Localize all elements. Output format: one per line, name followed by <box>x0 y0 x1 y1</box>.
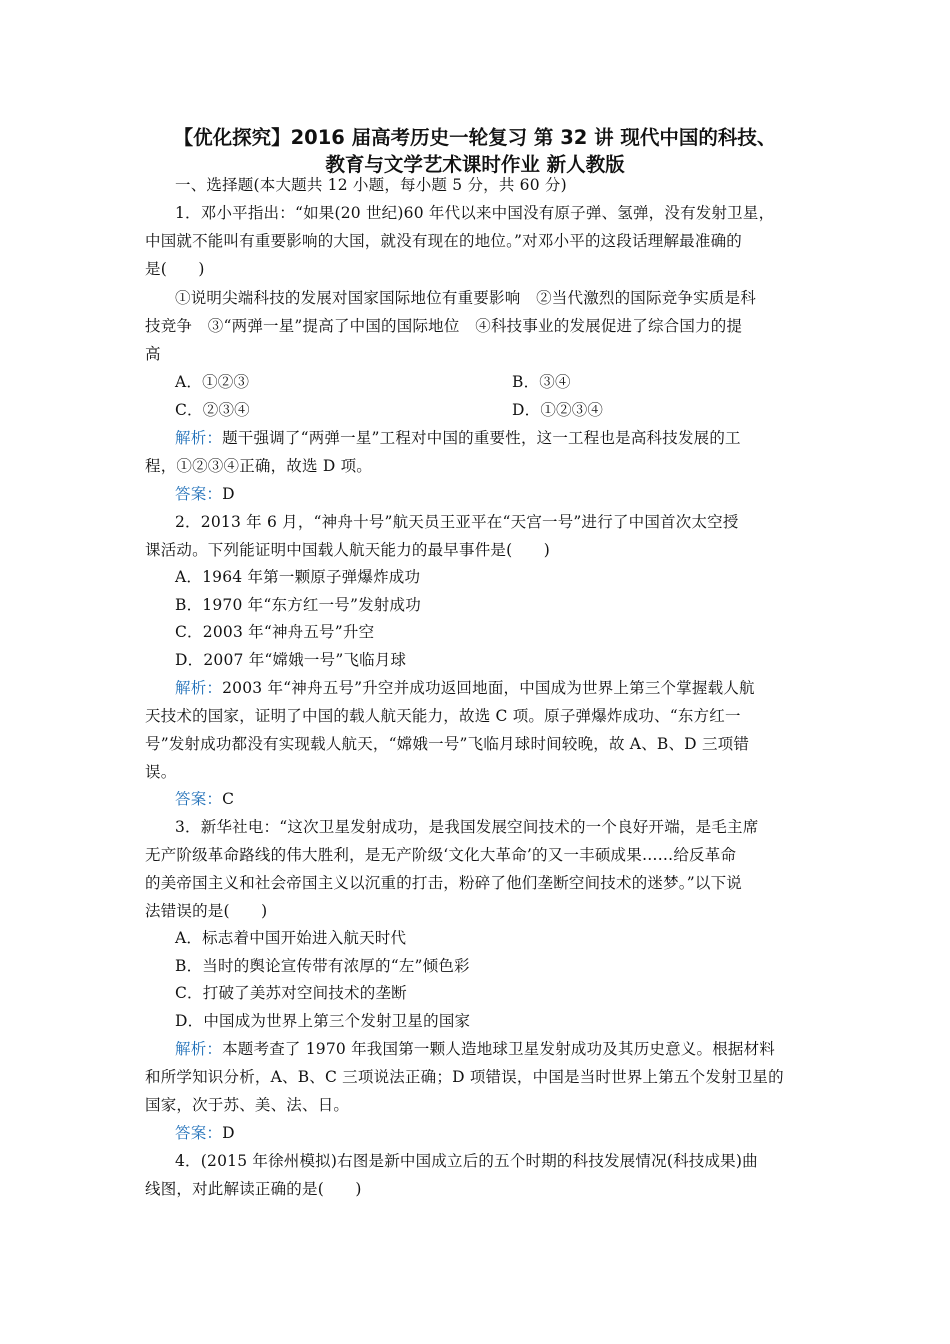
document-title <box>120 124 830 178</box>
q2-option-b: B．1970 年“东方红一号”发射成功 <box>175 596 421 614</box>
q3-analysis-line-2: 和所学知识分析，A、B、C 三项说法正确；D 项错误，中国是当时世界上第五个发射卫星的 <box>145 1068 784 1086</box>
q2-analysis-line-3: 号”发射成功都没有实现载人航天，“嫦娥一号”飞临月球时间较晚，故 A、B、D 三项错 <box>145 735 750 753</box>
answer-value: D <box>222 485 235 503</box>
q3-answer <box>175 1123 235 1143</box>
q1-stem-line-1: 1．邓小平指出：“如果(20 世纪)60 年代以来中国没有原子弹、氢弹，没有发射卫星， <box>175 204 775 222</box>
analysis-label: 解析： <box>175 1040 223 1058</box>
q3-option-d: D．中国成为世界上第三个发射卫星的国家 <box>175 1012 471 1030</box>
q1-option-c: C．②③④ <box>175 401 250 419</box>
q1-option-d: D．①②③④ <box>512 401 604 419</box>
analysis-text: 题干强调了“两弹一星”工程对中国的重要性，这一工程也是高科技发展的工 <box>222 429 741 447</box>
q2-answer <box>175 789 234 809</box>
q3-option-b: B．当时的舆论宣传带有浓厚的“左”倾色彩 <box>175 957 470 975</box>
answer-label: 答案： <box>175 1124 223 1142</box>
analysis-label: 解析： <box>175 679 223 697</box>
q2-analysis-line-4: 误。 <box>145 763 177 781</box>
q3-option-a: A．标志着中国开始进入航天时代 <box>175 929 407 947</box>
q2-stem-line-1: 2．2013 年 6 月，“神舟十号”航天员王亚平在“天宫一号”进行了中国首次太空授 <box>175 513 739 531</box>
q3-stem-line-1: 3．新华社电：“这次卫星发射成功，是我国发展空间技术的一个良好开端，是毛主席 <box>175 818 759 836</box>
analysis-text: 2003 年“神舟五号”升空并成功返回地面，中国成为世界上第三个掌握载人航 <box>222 679 755 697</box>
q3-option-c: C．打破了美苏对空间技术的垄断 <box>175 984 407 1002</box>
q1-items-line-1: ①说明尖端科技的发展对国家国际地位有重要影响 ②当代激烈的国际竞争实质是科 <box>175 289 756 307</box>
q3-analysis-line-3: 国家，次于苏、美、法、日。 <box>145 1096 350 1114</box>
q1-option-b: B．③④ <box>512 373 571 391</box>
section-heading: 一、选择题(本大题共 12 小题，每小题 5 分，共 60 分) <box>175 176 567 194</box>
answer-label: 答案： <box>175 790 223 808</box>
q2-option-a: A．1964 年第一颗原子弹爆炸成功 <box>175 568 421 586</box>
q2-stem-line-2: 课活动。下列能证明中国载人航天能力的最早事件是( ) <box>145 541 550 559</box>
q3-stem-line-2: 无产阶级革命路线的伟大胜利，是无产阶级‘文化大革命’的又一丰硕成果……给反革命 <box>145 846 737 864</box>
answer-value: D <box>222 1124 235 1142</box>
q1-stem-line-2: 中国就不能叫有重要影响的大国，就没有现在的地位。”对邓小平的这段话理解最准确的 <box>145 232 742 250</box>
q4-stem-line-2: 线图，对此解读正确的是( ) <box>145 1180 362 1198</box>
q1-items-line-2: 技竞争 ③“两弹一星”提高了中国的国际地位 ④科技事业的发展促进了综合国力的提 <box>145 317 743 335</box>
q2-option-d: D．2007 年“嫦娥一号”飞临月球 <box>175 651 407 669</box>
q1-analysis-line-1 <box>175 428 741 448</box>
q2-analysis-line-2: 天技术的国家，证明了中国的载人航天能力，故选 C 项。原子弹爆炸成功、“东方红一 <box>145 707 741 725</box>
q3-stem-line-3: 的美帝国主义和社会帝国主义以沉重的打击，粉碎了他们垄断空间技术的迷梦。”以下说 <box>145 874 742 892</box>
q3-stem-line-4: 法错误的是( ) <box>145 902 268 920</box>
analysis-label: 解析： <box>175 429 223 447</box>
q3-analysis-line-1 <box>175 1039 775 1059</box>
q1-answer <box>175 484 235 504</box>
q4-stem-line-1: 4．(2015 年徐州模拟)右图是新中国成立后的五个时期的科技发展情况(科技成果)曲 <box>175 1152 758 1170</box>
q2-analysis-line-1 <box>175 678 755 698</box>
answer-label: 答案： <box>175 485 223 503</box>
title-line-2: 教育与文学艺术课时作业 新人教版 <box>325 153 625 176</box>
q1-analysis-line-2: 程，①②③④正确，故选 D 项。 <box>145 457 372 475</box>
q1-items-line-3: 高 <box>145 345 161 363</box>
title-line-1: 【优化探究】2016 届高考历史一轮复习 第 32 讲 现代中国的科技、 <box>173 126 777 149</box>
q1-option-a: A．①②③ <box>175 373 250 391</box>
q1-stem-line-3: 是( ) <box>145 260 205 278</box>
analysis-text: 本题考查了 1970 年我国第一颗人造地球卫星发射成功及其历史意义。根据材料 <box>222 1040 776 1058</box>
answer-value: C <box>222 790 235 808</box>
q2-option-c: C．2003 年“神舟五号”升空 <box>175 623 375 641</box>
